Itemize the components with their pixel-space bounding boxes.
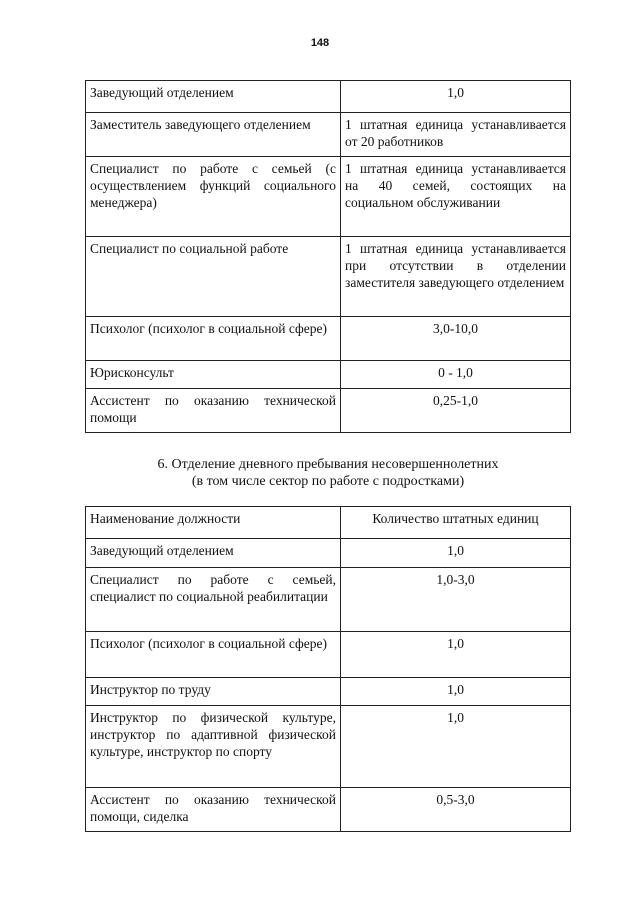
- table-row: [86, 788, 571, 832]
- table-row: [86, 361, 571, 389]
- table-row: [86, 317, 571, 361]
- staff-count: 1,0: [341, 81, 571, 113]
- table-row: [86, 389, 571, 433]
- position-name: Заместитель заведующего отделением: [86, 113, 341, 157]
- table-row: [86, 539, 571, 568]
- position-name: Психолог (психолог в социальной сфере): [86, 632, 341, 678]
- position-name: Заведующий отделением: [86, 81, 341, 113]
- staff-count: 1,0: [341, 678, 571, 706]
- staff-count: 1 штатная единица устанавливается при отсутствии в отделении заместителя заведующего отделением: [341, 237, 571, 317]
- staff-count: 1,0: [341, 539, 571, 568]
- position-name: Специалист по работе с семьей, специалист по социальной реабилитации: [86, 568, 341, 632]
- column-header-position: Наименование должности: [86, 507, 341, 539]
- staff-count: 3,0-10,0: [341, 317, 571, 361]
- section-subtitle: (в том числе сектор по работе с подростками): [191, 474, 465, 489]
- staff-count: 1 штатная единица устанавливается от 20 работников: [341, 113, 571, 157]
- table-row: [86, 113, 571, 157]
- staff-count: 1,0-3,0: [341, 568, 571, 632]
- position-name: Специалист по работе с семьей (с осуществлением функций социального менеджера): [86, 157, 341, 237]
- section-title: 6. Отделение дневного пребывания несовершеннолетних: [157, 457, 499, 472]
- staff-count: 0 - 1,0: [341, 361, 571, 389]
- staff-count: 1 штатная единица устанавливается на 40 семей, состоящих на социальном обслуживании: [341, 157, 571, 237]
- staff-table-upper: [85, 80, 571, 433]
- position-name: Юрисконсульт: [86, 361, 341, 389]
- staff-table-section6: [85, 506, 571, 832]
- position-name: Ассистент по оказанию технической помощи: [86, 389, 341, 433]
- staff-count: 1,0: [341, 632, 571, 678]
- table-row: [86, 706, 571, 788]
- table-row: [86, 237, 571, 317]
- table-header-row: [86, 507, 571, 539]
- table-row: [86, 157, 571, 237]
- column-header-count: Количество штатных единиц: [341, 507, 571, 539]
- table-row: [86, 568, 571, 632]
- position-name: Инструктор по физической культуре, инструктор по адаптивной физической культуре, инструктор по спорту: [86, 706, 341, 788]
- table-row: [86, 81, 571, 113]
- position-name: Заведующий отделением: [86, 539, 341, 568]
- table-row: [86, 632, 571, 678]
- position-name: Психолог (психолог в социальной сфере): [86, 317, 341, 361]
- page-number: 148: [310, 37, 330, 49]
- position-name: Ассистент по оказанию технической помощи, сиделка: [86, 788, 341, 832]
- staff-count: 0,5-3,0: [341, 788, 571, 832]
- position-name: Инструктор по труду: [86, 678, 341, 706]
- staff-count: 0,25-1,0: [341, 389, 571, 433]
- staff-count: 1,0: [341, 706, 571, 788]
- table-row: [86, 678, 571, 706]
- position-name: Специалист по социальной работе: [86, 237, 341, 317]
- section-heading: [85, 456, 571, 490]
